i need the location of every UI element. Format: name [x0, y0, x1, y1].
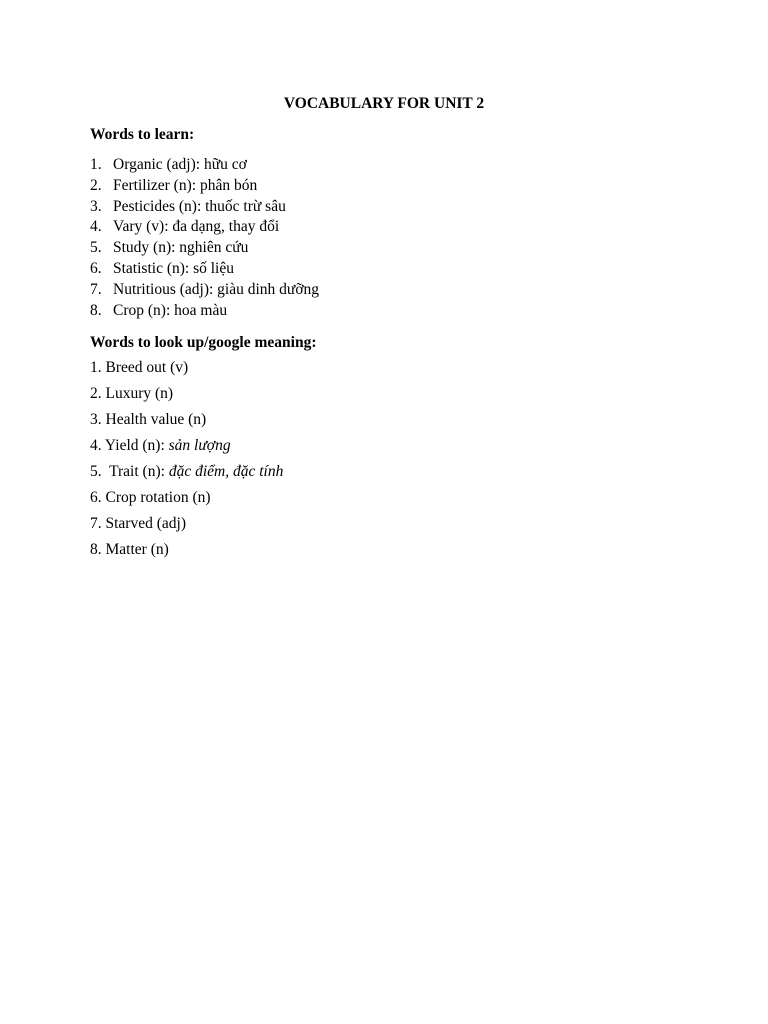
list-item — [90, 155, 319, 176]
item-text: Pesticides (n): thuốc trừ sâu — [113, 197, 286, 215]
list-item — [90, 176, 319, 197]
item-text: 4. Yield (n): — [90, 437, 169, 454]
item-text: Fertilizer (n): phân bón — [113, 176, 258, 194]
item-number: 4. — [90, 218, 102, 236]
item-number: 2. — [90, 176, 102, 194]
item-number: 1. — [90, 156, 102, 173]
item-meaning: đặc điểm, đặc tính — [168, 463, 284, 480]
item-text: Nutritious (adj): giàu dinh dưỡng — [113, 280, 320, 298]
item-text: 3. Health value (n) — [90, 411, 207, 428]
words-to-look-up-list — [90, 358, 283, 566]
words-to-look-up-heading: Words to look up/google meaning: — [90, 334, 317, 351]
item-meaning: sản lượng — [168, 437, 231, 454]
item-text: Vary (v): đa dạng, thay đổi — [113, 218, 280, 236]
list-item — [90, 280, 319, 301]
item-number: 7. — [90, 280, 102, 298]
item-number: 8. — [90, 301, 102, 319]
item-number: 6. — [90, 259, 102, 277]
item-number: 5. — [90, 239, 102, 257]
page-title: VOCABULARY FOR UNIT 2 — [283, 95, 485, 112]
list-item — [90, 540, 283, 566]
item-text: 1. Breed out (v) — [90, 359, 189, 376]
item-text: 2. Luxury (n) — [90, 385, 174, 402]
item-text: 7. Starved (adj) — [90, 515, 186, 532]
list-item — [90, 217, 319, 238]
list-item — [90, 514, 283, 540]
words-to-learn-heading: Words to learn: — [90, 126, 195, 143]
item-text: 8. Matter (n) — [90, 541, 169, 558]
words-to-learn-list — [90, 155, 319, 321]
item-text: Study (n): nghiên cứu — [113, 239, 249, 257]
list-item — [90, 410, 283, 436]
list-item — [90, 301, 319, 322]
item-text: Statistic (n): số liệu — [113, 259, 234, 277]
item-text: 6. Crop rotation (n) — [90, 489, 211, 506]
list-item — [90, 384, 283, 410]
item-text: Crop (n): hoa màu — [113, 301, 228, 319]
list-item — [90, 436, 283, 462]
list-item — [90, 488, 283, 514]
list-item — [90, 358, 283, 384]
list-item — [90, 238, 319, 259]
item-number: 3. — [90, 197, 102, 215]
list-item — [90, 259, 319, 280]
list-item — [90, 197, 319, 218]
item-text: Organic (adj): hữu cơ — [113, 156, 247, 173]
item-text: 5. Trait (n): — [90, 463, 169, 480]
list-item — [90, 462, 283, 488]
